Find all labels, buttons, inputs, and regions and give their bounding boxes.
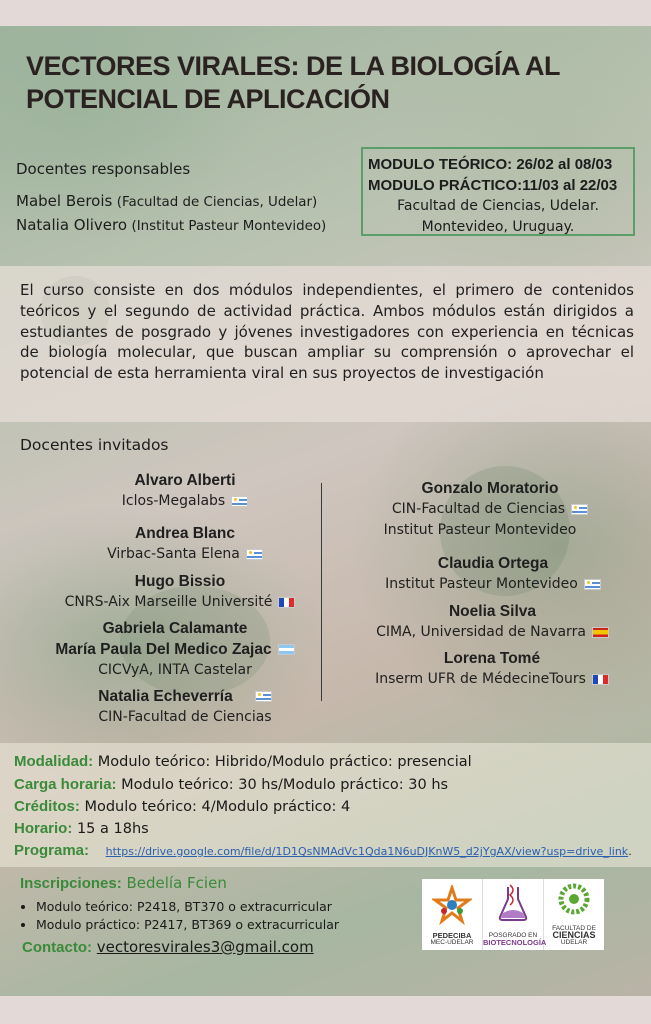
docentes-invitados-heading: Docentes invitados	[20, 436, 169, 454]
france-flag-icon	[592, 674, 609, 685]
invitado-name: Andrea Blanc	[135, 525, 235, 542]
modalidad-value: Modulo teórico: Hibrido/Modulo práctico: presencial	[97, 754, 472, 770]
fcien-text-2: CIENCIAS	[552, 930, 596, 940]
responsable-affiliation: (Facultad de Ciencias, Udelar)	[116, 195, 318, 210]
creditos-value: Modulo teórico: 4/Modulo práctico: 4	[84, 799, 351, 815]
inscripciones-label: Inscripciones:	[20, 875, 122, 892]
docentes-responsables	[16, 160, 361, 238]
horario-value: 15 a 18hs	[76, 821, 149, 837]
invitado-name: Noelia Silva	[448, 603, 536, 620]
spain-flag-icon	[592, 627, 609, 638]
carga-label: Carga horaria:	[14, 776, 117, 793]
invitado-item	[358, 553, 628, 595]
invitado-item	[70, 470, 300, 512]
posgrado-text: POSGRADO EN	[488, 932, 538, 939]
title-line-1: VECTORES VIRALES: DE LA BIOLOGÍA AL	[26, 51, 561, 81]
location-line-1: Facultad de Ciencias, Udelar.	[397, 198, 599, 214]
fcien-dots-icon	[557, 882, 591, 916]
invitado-name: Gonzalo Moratorio	[421, 480, 559, 497]
institution-logos	[422, 879, 604, 950]
pedeciba-text: PEDECIBA	[432, 931, 472, 940]
invitado-affiliation: Virbac-Santa Elena	[60, 544, 310, 565]
invitado-affiliation: Iclos-Megalabs	[70, 491, 300, 512]
contacto-label: Contacto:	[22, 939, 92, 956]
modalidad-label: Modalidad:	[14, 753, 94, 770]
responsable-item	[16, 214, 361, 238]
responsable-name: Natalia Olivero	[16, 216, 128, 234]
modulo-teorico-dates: MODULO TEÓRICO: 26/02 al 08/03	[368, 156, 613, 173]
programa-row	[14, 842, 632, 859]
inscripciones-heading	[20, 874, 339, 892]
location-line-2: Montevideo, Uruguay.	[421, 219, 575, 235]
invitado-affiliation: Institut Pasteur Montevideo	[358, 574, 628, 595]
modalidad-row	[14, 753, 472, 770]
inscripciones-list	[20, 898, 339, 934]
fcien-text-3: UDELAR	[560, 939, 588, 946]
invitado-affiliation: CIMA, Universidad de Navarra	[355, 622, 630, 643]
uruguay-flag-icon	[231, 496, 248, 507]
docentes-responsables-heading: Docentes responsables	[16, 160, 191, 178]
programa-link[interactable]: https://drive.google.com/file/d/1D1QsNMAdVc1Qda1N6uDJKnW5_d2jYgAX/view?usp=drive_link	[105, 845, 629, 858]
invitado-name: Hugo Bissio	[134, 573, 226, 590]
list-item: • Modulo teórico: P2418, BT370 o extracurricular	[36, 898, 339, 916]
description-band	[0, 266, 651, 422]
flask-dna-icon	[495, 883, 531, 923]
invitado-item	[55, 686, 315, 728]
invitado-item	[355, 601, 630, 643]
invitado-item	[30, 618, 320, 681]
facultad-ciencias-logo	[544, 879, 604, 950]
course-description: El curso consiste en dos módulos independientes, el primero de contenidos teóricos y el segundo de actividad práctica. Ambos módulos están dirigidos a estudiantes de posgrado y jóvenes investigadores con experiencia en técnicas de biología molecular, que buscan ampliar su comprensión o aprovechar el potencial de esta herramienta viral en sus proyectos de investigación	[20, 281, 634, 383]
invitado-name: Lorena Tomé	[443, 650, 541, 667]
pedeciba-star-icon	[432, 885, 472, 925]
poster	[0, 26, 651, 996]
pedeciba-subtext: MEC-UDELAR	[430, 939, 474, 946]
responsable-name: Mabel Berois	[16, 192, 113, 210]
invitado-affiliation: CIN-Facultad de Ciencias	[355, 499, 625, 520]
posgrado-biotecnologia-logo	[483, 879, 547, 950]
list-item: • Modulo práctico: P2417, BT369 o extracurricular	[36, 916, 339, 934]
invitado-name: Claudia Ortega	[437, 555, 549, 572]
uruguay-flag-icon	[584, 579, 601, 590]
invitado-name: Natalia Echeverría	[55, 686, 315, 707]
invitado-item	[40, 571, 320, 613]
programa-label: Programa:	[14, 842, 90, 859]
biotecnologia-text: BIOTECNOLOGÍA	[483, 938, 547, 947]
invitado-affiliation: CNRS-Aix Marseille Université	[40, 592, 320, 613]
responsable-item	[16, 190, 361, 214]
carga-row	[14, 776, 448, 793]
title-line-2: POTENCIAL DE APLICACIÓN	[26, 84, 390, 114]
carga-value: Modulo teórico: 30 hs/Modulo práctico: 30 hs	[121, 777, 449, 793]
pedeciba-logo	[422, 879, 483, 950]
horario-row	[14, 820, 149, 837]
course-info-band	[0, 743, 651, 867]
invitado-name: Alvaro Alberti	[134, 472, 236, 489]
programa-suffix: .	[628, 845, 632, 858]
creditos-label: Créditos:	[14, 798, 80, 815]
responsable-affiliation: (Institut Pasteur Montevideo)	[131, 219, 327, 234]
module-dates-box	[361, 147, 635, 236]
uruguay-flag-icon	[246, 549, 263, 560]
inscripciones-value: Bedelía Fcien	[126, 874, 227, 892]
invitado-affiliation: Inserm UFR de MédecineTours	[352, 669, 632, 690]
invitado-item	[352, 648, 632, 690]
invitado-name: Gabriela Calamante	[102, 620, 248, 637]
france-flag-icon	[278, 597, 295, 608]
uruguay-flag-icon	[571, 504, 588, 515]
horario-label: Horario:	[14, 820, 73, 837]
invitado-name-2: María Paula Del Medico Zajac	[30, 639, 320, 660]
invitado-affiliation: CIN-Facultad de Ciencias	[98, 709, 272, 725]
creditos-row	[14, 798, 350, 815]
contact-email-link[interactable]: vectoresvirales3@gmail.com	[96, 938, 314, 956]
argentina-flag-icon	[278, 644, 295, 655]
poster-title	[26, 50, 626, 116]
fcien-text-1: FACULTAD DE	[552, 925, 596, 932]
invitado-item	[355, 478, 625, 541]
uruguay-flag-icon	[255, 691, 272, 702]
inscripciones	[20, 874, 339, 934]
modulo-practico-dates: MODULO PRÁCTICO:11/03 al 22/03	[368, 177, 618, 194]
invitado-item	[60, 523, 310, 565]
invitado-affiliation: CICVyA, INTA Castelar	[98, 662, 252, 678]
contacto	[22, 938, 314, 956]
column-divider	[321, 483, 322, 701]
invitado-affiliation-2: Institut Pasteur Montevideo	[383, 522, 577, 538]
